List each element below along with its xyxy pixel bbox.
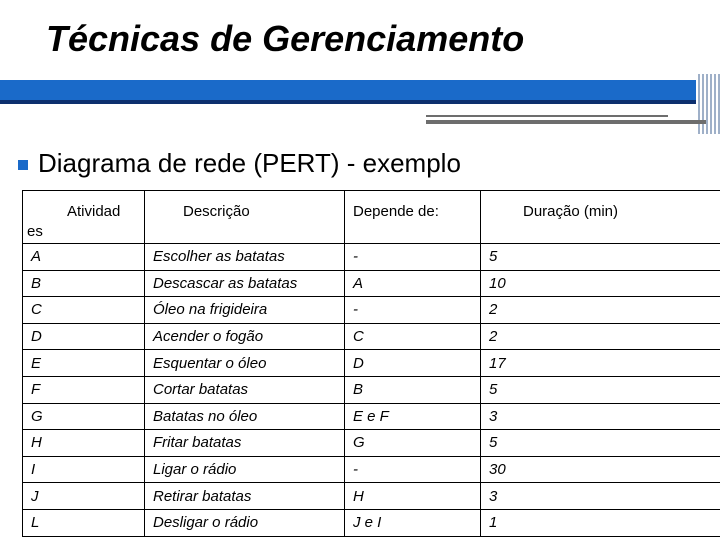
cell-duration: 17 [481,350,720,377]
cell-duration: 5 [481,244,720,271]
cell-activity: G [23,403,145,430]
header-depends-on-label: Depende de: [353,203,439,220]
cell-activity: H [23,430,145,457]
cell-depends-on: J e I [345,509,481,536]
cell-description: Batatas no óleo [145,403,345,430]
cell-description: Descascar as batatas [145,270,345,297]
header-rule-thin [426,115,668,117]
table-row [23,456,720,483]
header-activity-line2: es [27,223,43,240]
cell-description: Fritar batatas [145,430,345,457]
cell-duration: 3 [481,483,720,510]
table-row [23,323,720,350]
header-description-label: Descrição [183,203,250,220]
table-row [23,376,720,403]
cell-description: Desligar o rádio [145,509,345,536]
cell-duration: 3 [481,403,720,430]
table-header-row [23,191,720,244]
cell-description: Ligar o rádio [145,456,345,483]
header-bar [0,80,706,100]
cell-activity: C [23,297,145,324]
cell-activity: D [23,323,145,350]
cell-duration: 2 [481,297,720,324]
header-depends-on [345,191,481,244]
cell-depends-on: D [345,350,481,377]
table-row [23,297,720,324]
cell-description: Escolher as batatas [145,244,345,271]
header-rule-thick [426,120,706,124]
cell-duration: 2 [481,323,720,350]
cell-description: Retirar batatas [145,483,345,510]
cell-depends-on: B [345,376,481,403]
table-row [23,350,720,377]
cell-depends-on: - [345,297,481,324]
cell-duration: 30 [481,456,720,483]
header-duration-label: Duração (min) [523,203,619,220]
activities-table [22,190,720,537]
cell-description: Acender o fogão [145,323,345,350]
cell-activity: J [23,483,145,510]
cell-description: Óleo na frigideira [145,297,345,324]
cell-activity: L [23,509,145,536]
header-bar-shadow [0,100,706,104]
header-activity [23,191,145,244]
cell-duration: 5 [481,430,720,457]
table-row [23,509,720,536]
cell-activity: E [23,350,145,377]
cell-duration: 1 [481,509,720,536]
cell-depends-on: - [345,456,481,483]
bullet-text: Diagrama de rede (PERT) - exemplo [38,148,461,178]
cell-description: Cortar batatas [145,376,345,403]
cell-depends-on: - [345,244,481,271]
cell-depends-on: E e F [345,403,481,430]
cell-depends-on: G [345,430,481,457]
bullet-point [18,148,461,179]
cell-description: Esquentar o óleo [145,350,345,377]
square-bullet-icon [18,160,28,170]
cell-duration: 10 [481,270,720,297]
cell-activity: B [23,270,145,297]
header-bar-stripes [696,74,720,134]
cell-activity: A [23,244,145,271]
cell-depends-on: C [345,323,481,350]
table-row [23,270,720,297]
table-row [23,430,720,457]
slide-title: Técnicas de Gerenciamento [46,18,525,59]
table-row [23,403,720,430]
header-duration [481,191,720,244]
cell-depends-on: H [345,483,481,510]
table-row [23,244,720,271]
header-description [145,191,345,244]
cell-depends-on: A [345,270,481,297]
cell-activity: F [23,376,145,403]
cell-activity: I [23,456,145,483]
cell-duration: 5 [481,376,720,403]
table-row [23,483,720,510]
header-activity-line1: Atividad [67,203,121,220]
